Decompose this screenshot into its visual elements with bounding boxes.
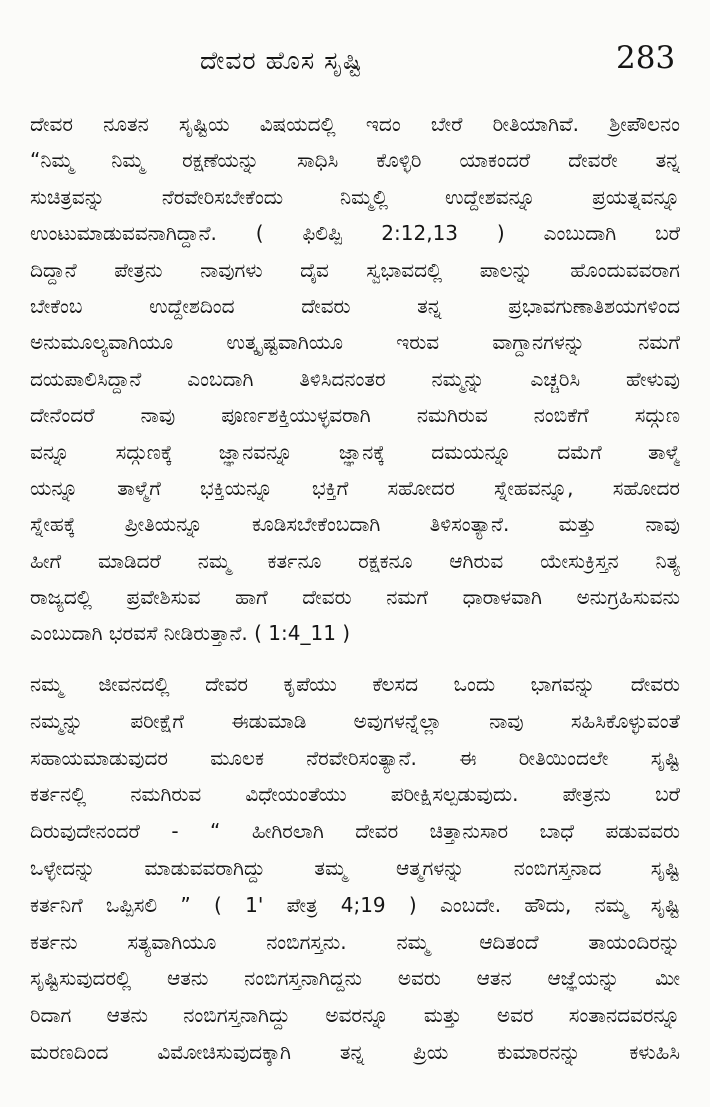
text-line: ಸುಚಿತ್ರವನ್ನು ನೆರವೇರಿಸಬೇಕೆಂದು ನಿಮ್ಮಲ್ಲಿ ಉದ್ದೇಶವನ್ನೂ ಪ್ರಯತ್ನವನ್ನೂ	[30, 184, 680, 209]
text-line: ದಯಪಾಲಿಸಿದ್ದಾನೆ ಎಂಬದಾಗಿ ತಿಳಿಸಿದನಂತರ ನಮ್ಮನ್ನು ಎಚ್ಚರಿಸಿ ಹೇಳುವು	[30, 366, 680, 391]
text-line: ಯನ್ನೂ ತಾಳ್ಮೆಗೆ ಭಕ್ತಿಯನ್ನೂ ಭಕ್ತಿಗೆ ಸಹೋದರ ಸ್ನೇಹವನ್ನೂ, ಸಹೋದರ	[30, 475, 680, 500]
text-line: ಕರ್ತನಲ್ಲಿ ನಮಗಿರುವ ವಿಧೇಯಂತೆಯು ಪರೀಕ್ಷಿಸಲ್ಪಡುವುದು. ಪೇತ್ರನು ಬರೆ	[30, 782, 680, 807]
text-line: ಹೀಗೆ ಮಾಡಿದರೆ ನಮ್ಮ ಕರ್ತನೂ ರಕ್ಷಕನೂ ಆಗಿರುವ ಯೇಸುಕ್ರಿಸ್ತನ ನಿತ್ಯ	[30, 548, 680, 573]
text-line: ನಮ್ಮನ್ನು ಪರೀಕ್ಷೆಗೆ ಈಡುಮಾಡಿ ಅವುಗಳನ್ನೆಲ್ಲಾ ನಾವು ಸಹಿಸಿಕೊಳ್ಳುವಂತೆ	[30, 708, 680, 733]
running-header	[0, 40, 710, 86]
text-line: ಕರ್ತನಿಗೆ ಒಪ್ಪಿಸಲಿ ” ( 1' ಪೇತ್ರ 4;19 ) ಎಂಬದೇ. ಹೌದು, ನಮ್ಮ ಸೃಷ್ಟಿ	[30, 892, 680, 917]
text-line: ಸೃಷ್ಟಿಸುವುದರಲ್ಲಿ ಆತನು ನಂಬಿಗಸ್ತನಾಗಿದ್ದನು ಅವರು ಆತನ ಆಜ್ಞೆಯನ್ನು ಮೀ	[30, 966, 680, 991]
text-line: ಸಹಾಯಮಾಡುವುದರ ಮೂಲಕ ನೆರವೇರಿಸಂತ್ಯಾನೆ. ಈ ರೀತಿಯಿಂದಲೇ ಸೃಷ್ಟಿ	[30, 745, 680, 770]
paragraph-1	[30, 106, 680, 652]
text-line: ರಾಜ್ಯದಲ್ಲಿ ಪ್ರವೇಶಿಸುವ ಹಾಗೆ ದೇವರು ನಮಗೆ ಧಾರಾಳವಾಗಿ ಅನುಗ್ರಹಿಸುವನು	[30, 585, 680, 610]
text-line: ಬೇಕೆಂಬ ಉದ್ದೇಶದಿಂದ ದೇವರು ತನ್ನ ಪ್ರಭಾವಗುಣಾತಿಶಯಗಳಿಂದ	[30, 293, 680, 318]
paragraph-2	[30, 666, 680, 1071]
text-line: ವನ್ನೂ ಸದ್ಗುಣಕ್ಕೆ ಜ್ಞಾನವನ್ನೂ ಜ್ಞಾನಕ್ಕೆ ದಮಯನ್ನೂ ದಮೆಗೆ ತಾಳ್ಮೆ	[30, 439, 680, 464]
text-line: ನಮ್ಮ ಜೀವನದಲ್ಲಿ ದೇವರ ಕೃಪೆಯು ಕೆಲಸದ ಒಂದು ಭಾಗವನ್ನು ದೇವರು	[30, 672, 680, 696]
text-line: ದಿರುವುದೇನಂದರೆ - “ ಹೀಗಿರಲಾಗಿ ದೇವರ ಚಿತ್ತಾನುಸಾರ ಬಾಧೆ ಪಡುವವರು	[30, 819, 680, 844]
text-line: ಎಂಬುದಾಗಿ ಭರವಸೆ ನೀಡಿರುತ್ತಾನೆ. ( 1:4_11 )	[30, 621, 351, 646]
running-title: ದೇವರ ಹೊಸ ಸೃಷ್ಟಿ	[200, 46, 363, 75]
text-line: ಒಳ್ಳೇದನ್ನು ಮಾಡುವವರಾಗಿದ್ದು ತಮ್ಮ ಆತ್ಮಗಳನ್ನು ನಂಬಿಗಸ್ತನಾದ ಸೃಷ್ಟಿ	[30, 855, 680, 880]
page-number: 283	[616, 40, 676, 76]
text-line: ಮರಣದಿಂದ ವಿಮೋಚಿಸುವುದಕ್ಕಾಗಿ ತನ್ನ ಪ್ರಿಯ ಕುಮಾರನನ್ನು ಕಳುಹಿಸಿ	[30, 1039, 680, 1064]
text-line: ದೇವರ ನೂತನ ಸೃಷ್ಟಿಯ ವಿಷಯದಲ್ಲಿ ಇದಂ ಬೇರೆ ರೀತಿಯಾಗಿವೆ. ಶ್ರೀಪೌಲನಂ	[30, 112, 680, 136]
text-line: “ನಿಮ್ಮ ನಿಮ್ಮ ರಕ್ಷಣೆಯನ್ನು ಸಾಧಿಸಿ ಕೊಳ್ಳಿರಿ ಯಾಕಂದರೆ ದೇವರೇ ತನ್ನ	[30, 148, 680, 173]
text-line: ಕರ್ತನು ಸತ್ಯವಾಗಿಯೂ ನಂಬಿಗಸ್ತನು. ನಮ್ಮ ಆದಿತಂದೆ ತಾಯಂದಿರನ್ನು	[30, 929, 680, 954]
text-line: ದೇನೆಂದರೆ ನಾವು ಪೂರ್ಣಶಕ್ತಿಯುಳ್ಳವರಾಗಿ ನಮಗಿರುವ ನಂಬಿಕೆಗೆ ಸದ್ಗುಣ	[30, 403, 680, 428]
text-line: ರಿದಾಗ ಆತನು ನಂಬಿಗಸ್ತನಾಗಿದ್ದು ಅವರನ್ನೂ ಮತ್ತು ಅವರ ಸಂತಾನದವರನ್ನೂ	[30, 1003, 680, 1028]
text-line: ಉಂಟುಮಾಡುವವನಾಗಿದ್ದಾನೆ. ( ಫಿಲಿಪ್ಪಿ 2:12,13 ) ಎಂಬುದಾಗಿ ಬರೆ	[30, 221, 680, 246]
text-line: ಅನುಮೂಲ್ಯವಾಗಿಯೂ ಉತ್ಕೃಷ್ಟವಾಗಿಯೂ ಇರುವ ವಾಗ್ದಾನಗಳನ್ನು ನಮಗೆ	[30, 330, 680, 355]
text-line: ಸ್ನೇಹಕ್ಕೆ ಪ್ರೀತಿಯನ್ನೂ ಕೂಡಿಸಬೇಕೆಂಬದಾಗಿ ತಿಳಿಸಂತ್ಯಾನೆ. ಮತ್ತು ನಾವು	[30, 512, 680, 537]
text-line: ದಿದ್ದಾನೆ ಪೇತ್ರನು ನಾವುಗಳು ದೈವ ಸ್ವಭಾವದಲ್ಲಿ ಪಾಲನ್ನು ಹೊಂದುವವರಾಗ	[30, 257, 680, 282]
